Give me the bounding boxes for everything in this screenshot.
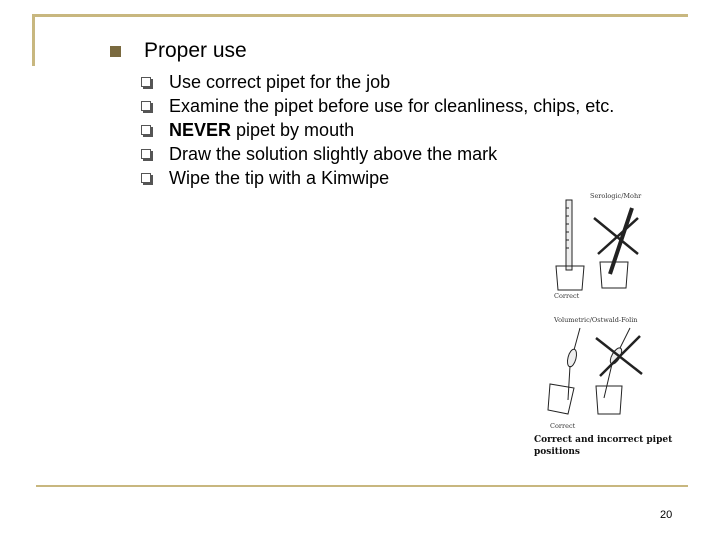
emphasis-text: NEVER bbox=[169, 120, 232, 140]
figure-label-correct-1: Correct bbox=[554, 292, 580, 300]
list-item bbox=[141, 142, 614, 166]
figure-caption bbox=[534, 434, 672, 458]
list-item-text: Draw the solution slightly above the mark bbox=[169, 144, 498, 164]
page-number: 20 bbox=[660, 509, 673, 521]
checkbox-bullet-icon bbox=[141, 149, 151, 159]
list-item-text: Use correct pipet for the job bbox=[169, 72, 391, 92]
list-item bbox=[141, 166, 614, 190]
checkbox-bullet-icon bbox=[141, 173, 151, 183]
square-bullet-icon bbox=[110, 46, 121, 57]
frame-top-rule bbox=[32, 14, 688, 17]
figure-label-volumetric: Volumetric/Ostwald-Folin bbox=[554, 316, 638, 324]
sub-bullet-list bbox=[141, 70, 614, 190]
pipet-positions-figure bbox=[528, 188, 676, 464]
figure-caption-line-1: Correct and incorrect pipet bbox=[534, 435, 673, 445]
frame-bottom-rule bbox=[36, 485, 688, 487]
figure-label-correct-2: Correct bbox=[550, 422, 576, 430]
checkbox-bullet-icon bbox=[141, 125, 151, 135]
list-item bbox=[141, 94, 614, 118]
pipet-illustration bbox=[528, 188, 676, 432]
list-item-text bbox=[169, 120, 354, 140]
list-item-text: Wipe the tip with a Kimwipe bbox=[169, 168, 390, 188]
list-item bbox=[141, 70, 614, 94]
checkbox-bullet-icon bbox=[141, 77, 151, 87]
list-item-text: Examine the pipet before use for cleanliness, chips, etc. bbox=[169, 96, 615, 116]
bullet-heading: Proper use bbox=[144, 39, 247, 62]
list-item-rest: pipet by mouth bbox=[231, 120, 355, 140]
figure-label-serologic: Serologic/Mohr bbox=[590, 192, 642, 200]
list-item bbox=[141, 118, 614, 142]
frame-left-rule bbox=[32, 14, 35, 66]
figure-caption-line-2: positions bbox=[534, 447, 580, 457]
checkbox-bullet-icon bbox=[141, 101, 151, 111]
